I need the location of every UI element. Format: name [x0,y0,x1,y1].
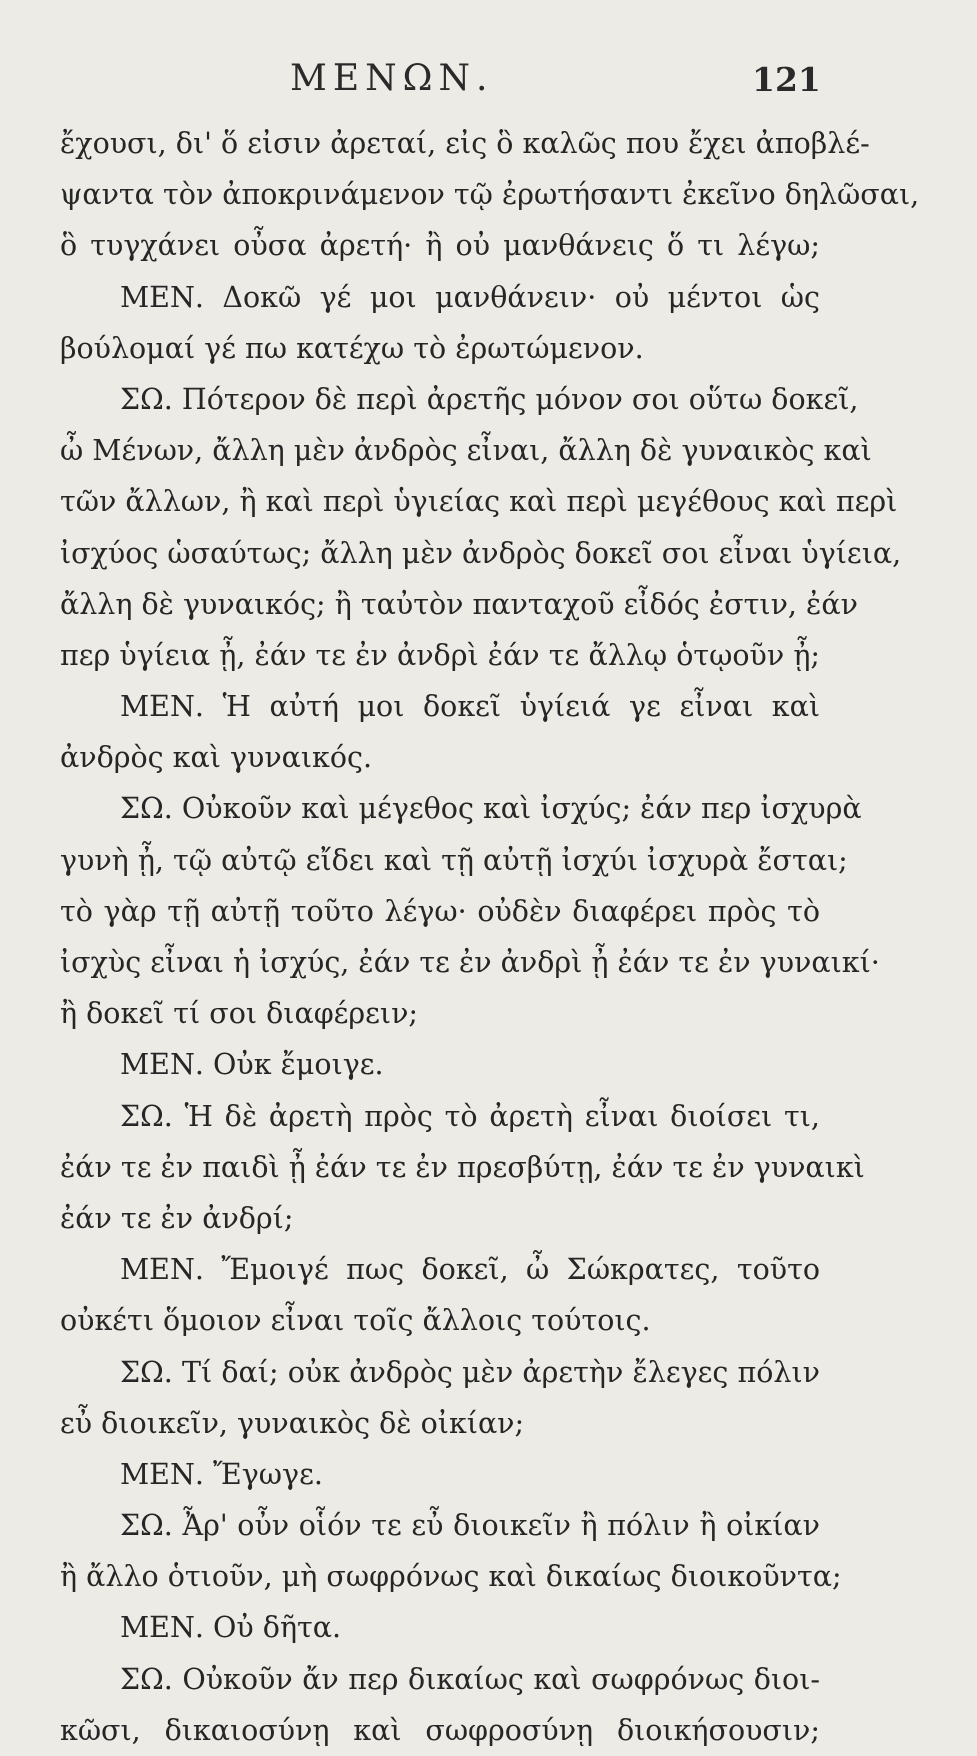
text-line: εὖ διοικεῖν, γυναικὸς δὲ οἰκίαν; [60,1406,525,1440]
text-line: ΣΩ. Οὐκοῦν καὶ μέγεθος καὶ ἰσχύς; ἐάν περ ἰσχυρὰ [120,792,862,826]
running-title: ΜΕΝΩΝ. [290,58,494,99]
text-line: ὃ τυγχάνει οὖσα ἀρετή· ἢ οὐ μανθάνεις ὅ τι λέγω; [60,229,820,263]
text-line: ΜΕΝ. Ἔγωγε. [120,1457,323,1491]
text-line: ΜΕΝ. Οὐ δῆτα. [120,1611,342,1645]
text-line: ὦ Μένων, ἄλλη μὲν ἀνδρὸς εἶναι, ἄλλη δὲ γυναικὸς καὶ [60,434,872,468]
text-line: γυνὴ ᾖ, τῷ αὐτῷ εἴδει καὶ τῇ αὐτῇ ἰσχύι ἰσχυρὰ ἔσται; [60,843,848,877]
text-block [60,118,920,1756]
text-line: ψαντα τὸν ἀποκρινάμενον τῷ ἐρωτήσαντι ἐκεῖνο δηλῶσαι, [60,178,920,212]
text-line: ΣΩ. Τί δαί; οὐκ ἀνδρὸς μὲν ἀρετὴν ἔλεγες πόλιν [120,1355,820,1389]
text-line: ἐάν τε ἐν παιδὶ ᾖ ἐάν τε ἐν πρεσβύτῃ, ἐάν τε ἐν γυναικὶ [60,1150,865,1184]
text-line: ΜΕΝ. Οὐκ ἔμοιγε. [120,1048,384,1082]
text-line: τῶν ἄλλων, ἢ καὶ περὶ ὑγιείας καὶ περὶ μεγέθους καὶ περὶ [60,485,898,519]
text-line: ἐάν τε ἐν ἀνδρί; [60,1201,294,1235]
text-line: ΣΩ. Οὐκοῦν ἄν περ δικαίως καὶ σωφρόνως διοι- [120,1662,820,1696]
page-number: 121 [752,60,821,99]
text-line: βούλομαί γέ πω κατέχω τὸ ἐρωτώμενον. [60,331,644,365]
text-line: ΜΕΝ. Δοκῶ γέ μοι μανθάνειν· οὐ μέντοι ὡς [120,280,820,314]
text-line: ἰσχὺς εἶναι ἡ ἰσχύς, ἐάν τε ἐν ἀνδρὶ ᾖ ἐάν τε ἐν γυναικί· [60,946,880,979]
text-line: οὐκέτι ὅμοιον εἶναι τοῖς ἄλλοις τούτοις. [60,1304,651,1338]
text-line: ΣΩ. Ἆρ' οὖν οἷόν τε εὖ διοικεῖν ἢ πόλιν ἢ οἰκίαν [120,1509,820,1543]
text-line: ΣΩ. Ἡ δὲ ἀρετὴ πρὸς τὸ ἀρετὴ εἶναι διοίσει τι, [120,1099,820,1133]
text-line: ΣΩ. Πότερον δὲ περὶ ἀρετῆς μόνον σοι οὕτω δοκεῖ, [120,382,859,416]
text-line: τὸ γὰρ τῇ αὐτῇ τοῦτο λέγω· οὐδὲν διαφέρει πρὸς τὸ [60,894,820,928]
text-line: ΜΕΝ. Ἔμοιγέ πως δοκεῖ, ὦ Σώκρατες, τοῦτο [120,1253,820,1287]
text-line: ἰσχύος ὡσαύτως; ἄλλη μὲν ἀνδρὸς δοκεῖ σοι εἶναι ὑγίεια, [60,536,902,570]
text-line: ἢ δοκεῖ τί σοι διαφέρειν; [60,997,419,1031]
text-line: περ ὑγίεια ᾖ, ἐάν τε ἐν ἀνδρὶ ἐάν τε ἄλλῳ ὁτῳοῦν ᾖ; [60,638,820,672]
text-line: ἄλλη δὲ γυναικός; ἢ ταὐτὸν πανταχοῦ εἶδός ἐστιν, ἐάν [60,587,858,621]
text-line: κῶσι, δικαιοσύνῃ καὶ σωφροσύνῃ διοικήσουσιν; [60,1713,820,1747]
text-line: ἀνδρὸς καὶ γυναικός. [60,741,373,775]
text-line: ΜΕΝ. Ἡ αὐτή μοι δοκεῖ ὑγίειά γε εἶναι καὶ [120,690,820,724]
text-line: ἔχουσι, δι' ὅ εἰσιν ἀρεταί, εἰς ὃ καλῶς που ἔχει ἀποβλέ- [60,127,870,160]
text-line: ἢ ἄλλο ὁτιοῦν, μὴ σωφρόνως καὶ δικαίως διοικοῦντα; [60,1560,842,1594]
